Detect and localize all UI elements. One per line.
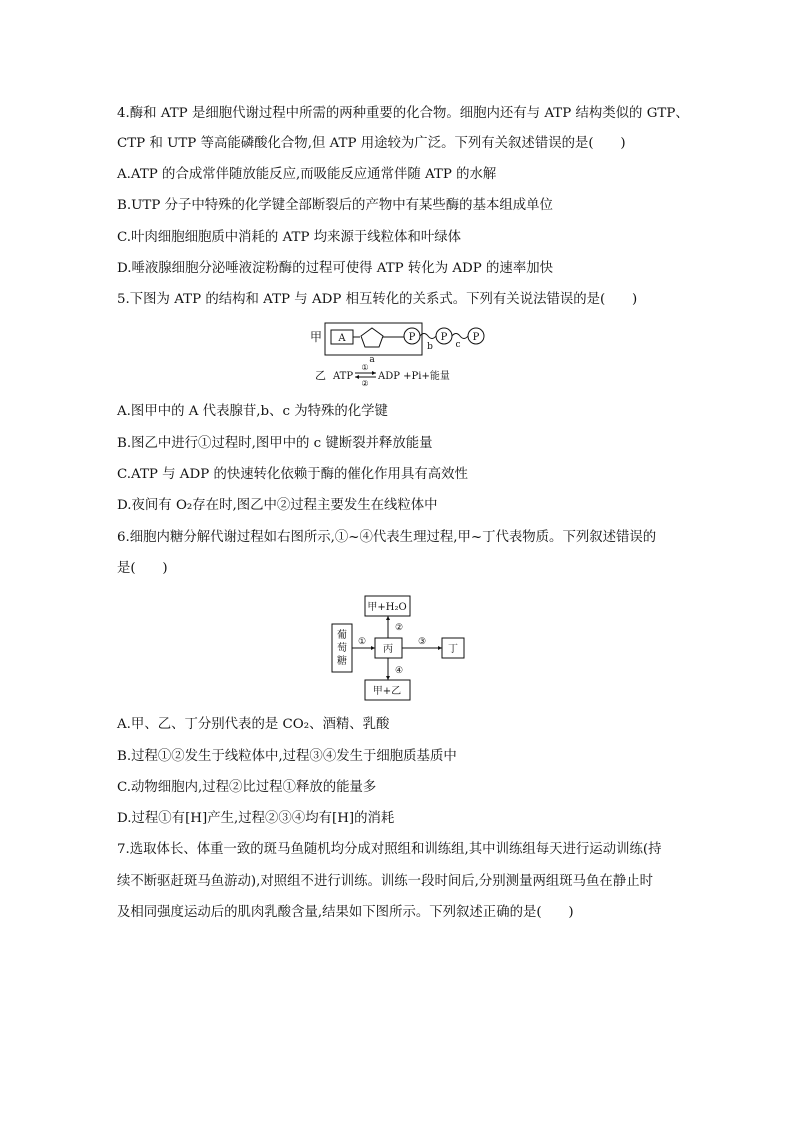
step-1: ①	[357, 637, 367, 647]
equation-adp: ADP +Pi+能量	[378, 371, 450, 382]
label-b: b	[427, 342, 433, 352]
q6-stem-line2: 是( )	[117, 561, 168, 576]
q5-option-a: A.图甲中的 A 代表腺苷,b、c 为特殊的化学键	[117, 404, 388, 419]
q6-stem-line1: 6.细胞内糖分解代谢过程如右图所示,①~④代表生理过程,甲~丁代表物质。下列叙述错误的	[117, 530, 657, 545]
svg-text:糖: 糖	[337, 656, 347, 667]
svg-text:葡: 葡	[337, 630, 347, 641]
q4-stem-line1: 4.酶和 ATP 是细胞代谢过程中所需的两种重要的化合物。细胞内还有与 ATP 结构类似的 GTP、	[117, 106, 689, 121]
ribose-pentagon	[361, 328, 383, 347]
q5-option-c: C.ATP 与 ADP 的快速转化依赖于酶的催化作用具有高效性	[117, 467, 468, 482]
svg-text:萄: 萄	[337, 643, 347, 654]
svg-text:P: P	[408, 332, 416, 343]
high-energy-bond-c	[452, 334, 468, 339]
figure-yi-label: 乙	[315, 369, 326, 382]
q7-stem-line1: 7.选取体长、体重一致的斑马鱼随机均分成对照组和训练组,其中训练组每天进行运动训练(持	[117, 842, 662, 857]
arrow-label-1: ①	[361, 363, 369, 372]
step-3: ③	[417, 637, 427, 647]
equation-atp: ATP	[333, 371, 354, 382]
svg-text:丁: 丁	[448, 644, 458, 655]
q7-stem-line2: 续不断驱赶斑马鱼游动),对照组不进行训练。训练一段时间后,分别测量两组斑马鱼在静止时	[117, 874, 653, 889]
arrow-label-2: ②	[361, 379, 369, 388]
step-2: ②	[394, 623, 404, 633]
q5-option-d: D.夜间有 O₂存在时,图乙中②过程主要发生在线粒体中	[117, 498, 438, 513]
q6-option-d: D.过程①有[H]产生,过程②③④均有[H]的消耗	[117, 811, 395, 826]
adenine-label: A	[338, 333, 346, 344]
q5-option-b: B.图乙中进行①过程时,图甲中的 c 键断裂并释放能量	[117, 436, 433, 451]
q4-option-c: C.叶肉细胞细胞质中消耗的 ATP 均来源于线粒体和叶绿体	[117, 230, 462, 245]
figure-jia-label: 甲	[310, 330, 323, 344]
svg-text:丙: 丙	[383, 644, 393, 655]
q4-option-b: B.UTP 分子中特殊的化学键全部断裂后的产物中有某些酶的基本组成单位	[117, 198, 553, 213]
q7-stem-line3: 及相同强度运动后的肌肉乳酸含量,结果如下图所示。下列叙述正确的是( )	[117, 905, 574, 920]
q6-option-c: C.动物细胞内,过程②比过程①释放的能量多	[117, 780, 377, 795]
svg-text:甲+H₂O: 甲+H₂O	[367, 602, 407, 613]
glucose-metabolism-figure	[325, 592, 475, 702]
atp-structure-figure	[300, 318, 500, 388]
svg-text:甲+乙: 甲+乙	[372, 686, 402, 697]
svg-text:P: P	[472, 332, 480, 343]
svg-text:P: P	[440, 332, 448, 343]
label-a: a	[369, 355, 375, 365]
q4-option-d: D.唾液腺细胞分泌唾液淀粉酶的过程可使得 ATP 转化为 ADP 的速率加快	[117, 261, 553, 276]
label-c: c	[455, 340, 461, 350]
q6-option-a: A.甲、乙、丁分别代表的是 CO₂、酒精、乳酸	[117, 717, 390, 732]
q4-stem-line2: CTP 和 UTP 等高能磷酸化合物,但 ATP 用途较为广泛。下列有关叙述错误的是( )	[117, 136, 626, 151]
q4-option-a: A.ATP 的合成常伴随放能反应,而吸能反应通常伴随 ATP 的水解	[117, 167, 497, 182]
q5-stem: 5.下图为 ATP 的结构和 ATP 与 ADP 相互转化的关系式。下列有关说法错误的是( )	[117, 292, 638, 307]
q6-option-b: B.过程①②发生于线粒体中,过程③④发生于细胞质基质中	[117, 749, 457, 764]
step-4: ④	[394, 666, 404, 676]
